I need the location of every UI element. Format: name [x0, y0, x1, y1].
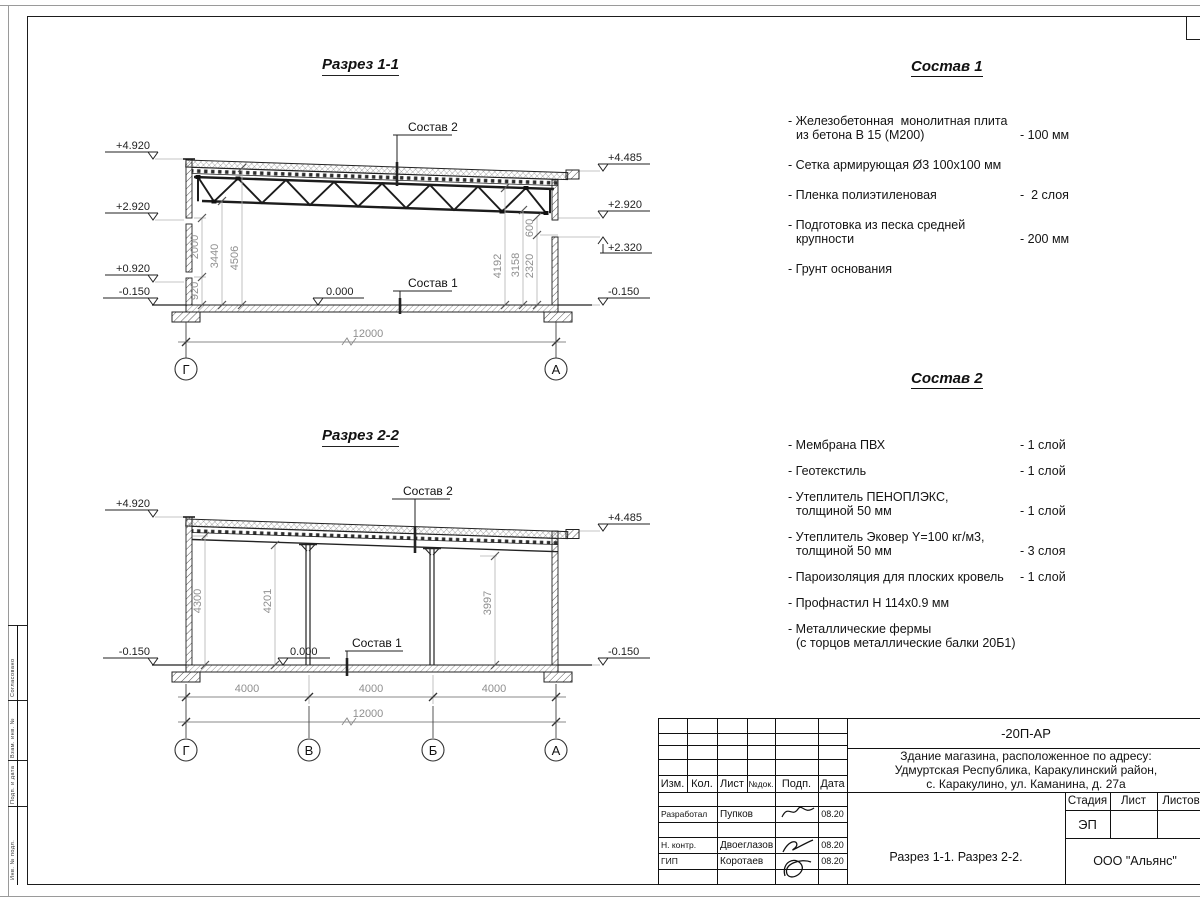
tb-address-line1: Здание магазина, расположенное по адресу:: [900, 749, 1152, 763]
level-text: -0.150: [118, 646, 150, 658]
axis-letter: Г: [182, 743, 190, 758]
wall-right: [552, 180, 558, 305]
tb-line: [775, 718, 776, 885]
tb-name: Коротаев: [720, 855, 764, 867]
span-dim-text: 4000: [358, 683, 384, 695]
tb-col-list: Лист: [720, 777, 744, 790]
list-item: - Железобетонная монолитная плита из бетона В 15 (М200) - 100 мм: [788, 114, 1070, 142]
section1-title: Разрез 1-1: [322, 56, 399, 76]
list-item: - Подготовка из песка средней крупности - 200 мм: [788, 218, 1070, 246]
list-item: - Геотекстиль - 1 слой: [788, 464, 1066, 478]
wall-right: [552, 531, 558, 665]
zero-text: 0.000: [290, 646, 318, 658]
sostav2-title: Состав 2: [911, 370, 983, 387]
dim-ticks: [201, 532, 499, 669]
dim-text: 4192: [492, 253, 504, 279]
level-text: +0.920: [116, 263, 150, 275]
tb-col-data: Дата: [820, 777, 845, 790]
list-item: - Грунт основания: [788, 262, 893, 276]
tb-name: Двоеглазов: [720, 839, 774, 851]
tb-col-ndok: №док.: [748, 778, 774, 789]
list-item: - Профнастил Н 114х0.9 мм: [788, 596, 950, 610]
level-text: -0.150: [608, 646, 640, 658]
sostav1-title: Состав 1: [911, 58, 983, 75]
level-text: +2.920: [608, 199, 642, 211]
signature: [777, 834, 819, 884]
tb-name: Пупков: [720, 808, 753, 820]
total-dim-text: 12000: [352, 328, 384, 340]
section2-drawing: [103, 484, 650, 761]
axis-letter: Б: [428, 743, 438, 758]
list-item: - Металлические фермы (с торцов металлические балки 20Б1): [788, 622, 1016, 650]
foundation: [544, 312, 572, 322]
level-text: +2.320: [608, 242, 642, 254]
axes: [175, 684, 567, 761]
zero-text: 0.000: [326, 286, 354, 298]
list-item: - Пароизоляция для плоских кровель - 1 слой: [788, 570, 1066, 584]
tb-list-label: Лист: [1121, 795, 1146, 807]
foundation: [544, 672, 572, 682]
dim-text: 4201: [262, 588, 274, 614]
span-dim-text: 4000: [481, 683, 507, 695]
level-text: +4.920: [116, 140, 150, 152]
axis-letter: А: [551, 362, 561, 377]
tb-drawing-name: Разрез 1-1. Разрез 2-2.: [889, 850, 1023, 864]
column-B-axis-B: [423, 549, 441, 666]
tb-address-line3: с. Каракулино, ул. Каманина, д. 27а: [926, 777, 1126, 791]
signature: [779, 802, 817, 822]
tb-col-izm: Изм.: [660, 777, 685, 790]
tb-role: ГИП: [661, 856, 678, 866]
side-stamp-cell-label: Взам. инв. №: [10, 717, 16, 758]
tb-date: 08.20: [821, 840, 844, 850]
floor-slab: [186, 665, 558, 672]
total-dim-text: 12000: [352, 708, 384, 720]
tb-col-podp: Подп.: [781, 777, 812, 790]
sostav2-label: Состав 2: [403, 484, 453, 498]
dim-text: 2000: [189, 234, 201, 260]
dim-lines: [205, 536, 495, 665]
tb-company: ООО "Альянс": [1093, 854, 1177, 868]
tb-stage-label: Стадия: [1067, 795, 1108, 807]
tb-doc-code: -20П-АР: [1001, 725, 1051, 741]
dim-text: 3997: [482, 590, 494, 616]
foundation: [172, 672, 200, 682]
tb-role: Н. контр.: [661, 840, 697, 850]
list-item: - Утеплитель Эковер Y=100 кг/м3, толщиной 50 мм - 3 слоя: [788, 530, 1066, 558]
tb-listov-label: Листов: [1162, 795, 1200, 807]
tb-line: [658, 718, 659, 885]
tb-line: [717, 718, 718, 885]
axis-letter: В: [304, 743, 314, 758]
level-text: -0.150: [118, 286, 150, 298]
tb-address-line2: Удмуртская Республика, Каракулинский район,: [894, 763, 1158, 777]
section2-title: Разрез 2-2: [322, 427, 399, 447]
tb-role: Разработал: [661, 809, 708, 819]
fascia: [566, 530, 579, 539]
dim-text: 4506: [229, 245, 241, 271]
side-stamp-cell-label: Инв. № подл.: [10, 839, 16, 880]
level-text: -0.150: [608, 286, 640, 298]
dim-text: 3440: [209, 243, 221, 269]
tb-stage-value: ЭП: [1078, 816, 1097, 832]
level-text: +4.920: [116, 498, 150, 510]
tb-date: 08.20: [821, 809, 844, 819]
sostav1-label: Состав 1: [352, 636, 402, 650]
list-item: - Мембрана ПВХ - 1 слой: [788, 438, 1066, 452]
level-text: +4.485: [608, 512, 642, 524]
section1-drawing: [103, 120, 652, 380]
dim-text: 920: [189, 281, 201, 301]
list-item: - Сетка армирующая Ø3 100х100 мм: [788, 158, 1002, 172]
dim-text: 2320: [524, 253, 536, 279]
fascia: [566, 170, 579, 179]
dim-text: 4300: [192, 588, 204, 614]
axis-letter: А: [551, 743, 561, 758]
level-text: +2.920: [116, 201, 150, 213]
span-dim-text: 4000: [234, 683, 260, 695]
side-stamp-cell-label: Согласовано: [10, 658, 16, 697]
dim-lines: [202, 168, 537, 305]
list-item: - Пленка полиэтиленовая - 2 слоя: [788, 188, 1069, 202]
foundation: [172, 312, 200, 322]
level-text: +4.485: [608, 152, 642, 164]
tb-date: 08.20: [821, 856, 844, 866]
dim-text: 600: [524, 218, 536, 238]
level-marks-right: [598, 164, 652, 305]
axis-letter: Г: [182, 362, 190, 377]
list-item: - Утеплитель ПЕНОПЛЭКС, толщиной 50 мм - 1 слой: [788, 490, 1066, 518]
dim-text: 3158: [510, 252, 522, 278]
sostav1-label: Состав 1: [408, 276, 458, 290]
zero-mark: [278, 658, 330, 665]
zero-mark: [313, 298, 364, 305]
sostav2-label: Состав 2: [408, 120, 458, 134]
side-stamp-cell-label: Подп. и дата: [10, 765, 16, 804]
tb-line: [658, 884, 1200, 885]
tb-col-kol: Кол.: [691, 777, 713, 790]
level-marks-left: [103, 152, 158, 305]
